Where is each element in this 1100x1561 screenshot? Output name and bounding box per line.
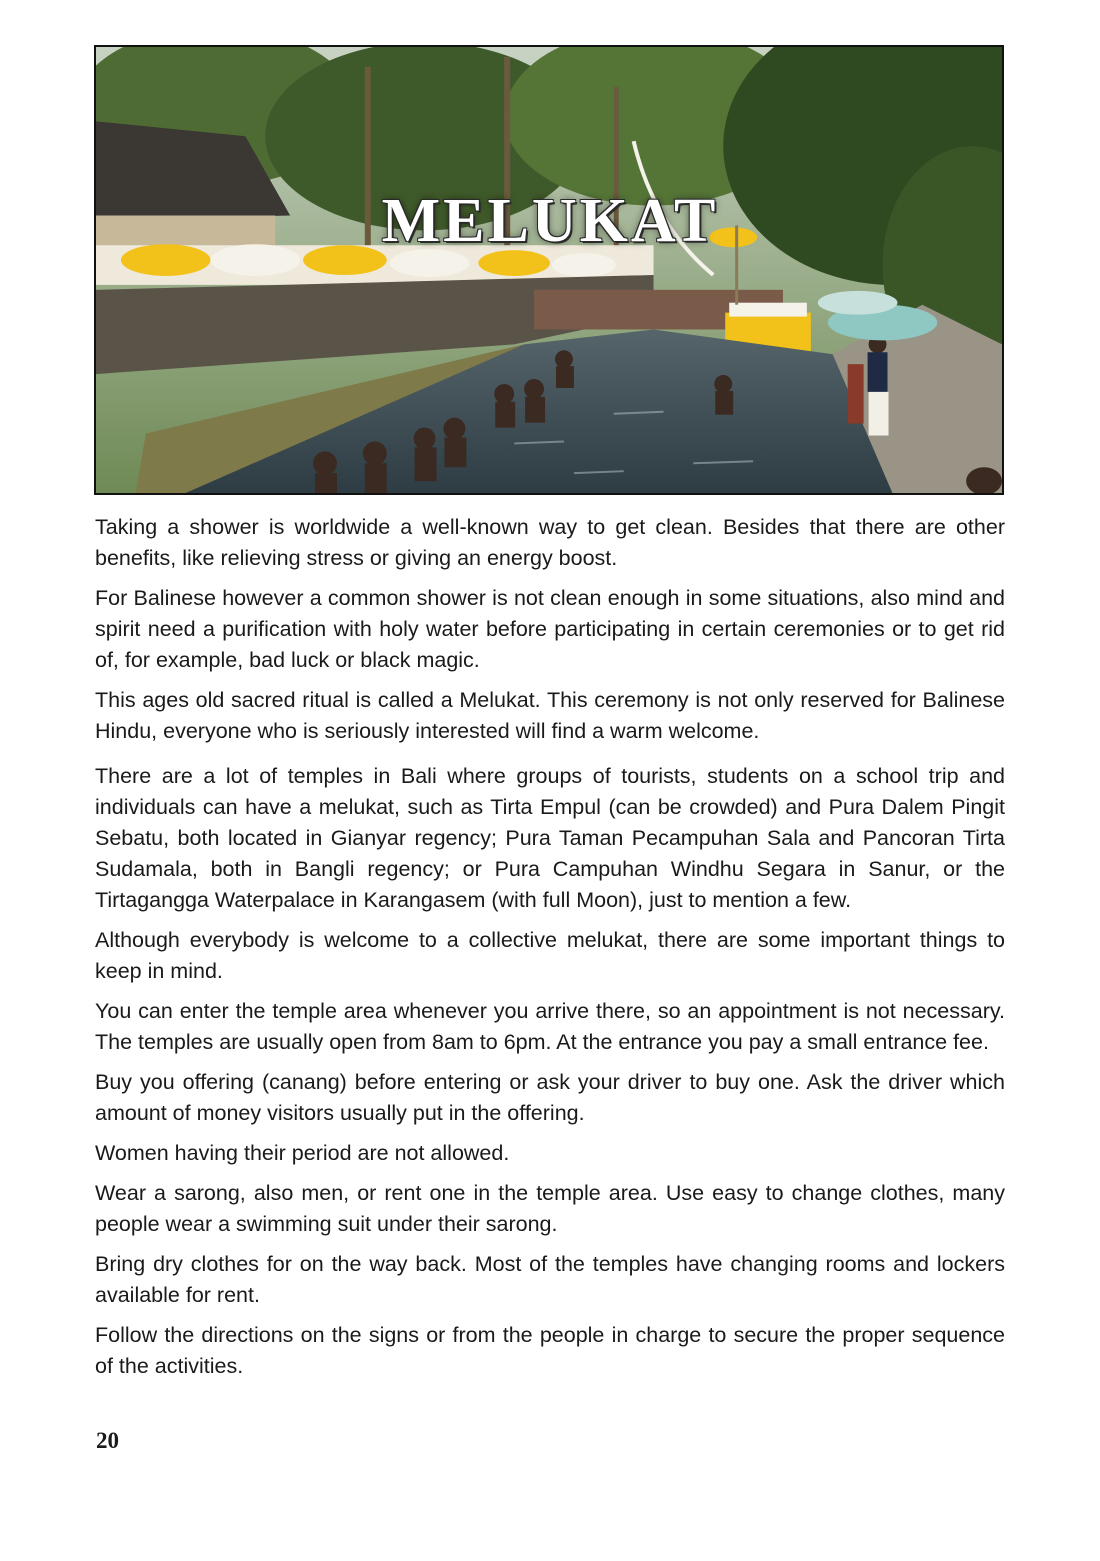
temple-photo [94, 45, 1004, 495]
paragraph: This ages old sacred ritual is called a Melukat. This ceremony is not only reserved for Balinese Hindu, everyone who is seriously interested will find a warm welcome. [95, 688, 1005, 743]
paragraph: Taking a shower is worldwide a well-known way to get clean. Besides that there are other benefits, like relieving stress or giving an energy boost. [95, 515, 1005, 570]
paragraph: For Balinese however a common shower is not clean enough in some situations, also mind and spirit need a purification with holy water before participating in certain ceremonies or to get rid of, for example, bad luck or black magic. [95, 586, 1005, 672]
paragraph: Follow the directions on the signs or from the people in charge to secure the proper sequence of the activities. [95, 1323, 1005, 1378]
paragraph: Buy you offering (canang) before entering or ask your driver to buy one. Ask the driver which amount of money visitors usually put in the offering. [95, 1070, 1005, 1125]
paragraph: Although everybody is welcome to a collective melukat, there are some important things to keep in mind. [95, 928, 1005, 983]
temple-pool-image [96, 47, 1002, 493]
page-number: 20 [96, 1428, 119, 1453]
paragraph: There are a lot of temples in Bali where groups of tourists, students on a school trip and individuals can have a melukat, such as Tirta Empul (can be crowded) and Pura Dalem Pingit Sebatu, both located in Gianyar regency; Pura Taman Pecampuhan Sala and Pancoran Tirta Sudamala, both in Bangli regency; or Pura Campuhan Windhu Segara in Sanur, or the Tirtagangga Waterpalace in Karangasem (with full Moon), just to mention a few. [95, 764, 1005, 912]
paragraph: Women having their period are not allowed. [95, 1141, 510, 1165]
paragraph: You can enter the temple area whenever you arrive there, so an appointment is not necessary. The temples are usually open from 8am to 6pm. At the entrance you pay a small entrance fee. [95, 999, 1005, 1054]
paragraph: Wear a sarong, also men, or rent one in the temple area. Use easy to change clothes, many people wear a swimming suit under their sarong. [95, 1181, 1005, 1236]
article-body [95, 512, 1005, 1391]
paragraph: Bring dry clothes for on the way back. Most of the temples have changing rooms and lockers available for rent. [95, 1252, 1005, 1307]
page-title: MELUKAT [381, 187, 719, 255]
